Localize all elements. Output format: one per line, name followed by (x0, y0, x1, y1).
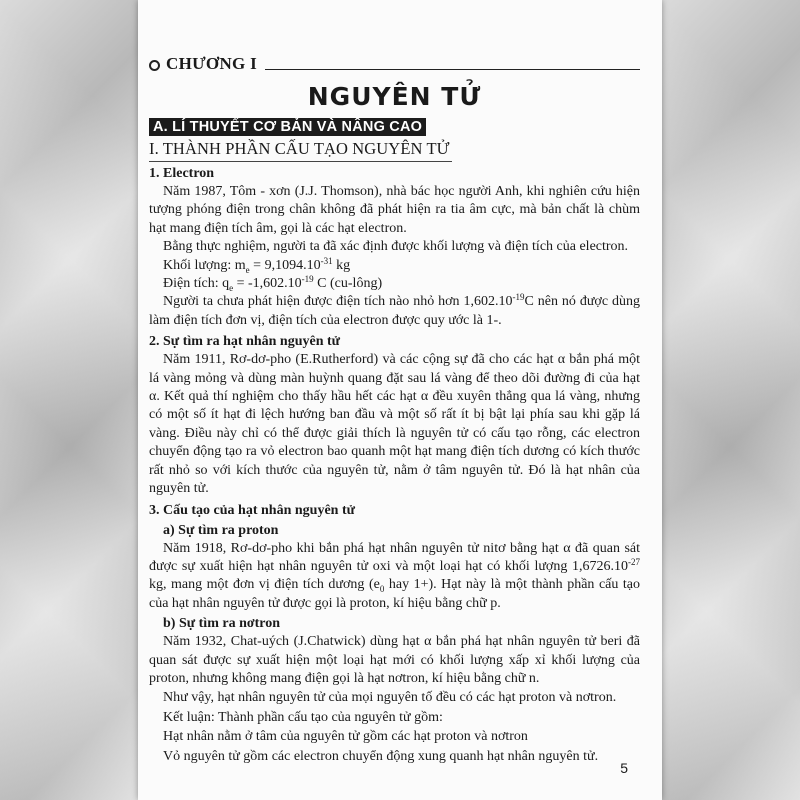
structure-heading: 3. Cấu tạo của hạt nhân nguyên tử (149, 502, 356, 518)
page-content (149, 52, 640, 766)
nucleus-heading: 2. Sự tìm ra hạt nhân nguyên tử (149, 334, 341, 350)
electron-mass: Khối lượng: $m_e = 9,1094.10^{-31}$ kg (163, 255, 351, 275)
electron-paragraph-3: Người ta chưa phát hiện được điện tích nào nhỏ hơn $1,602.10^{-19}C$ nên nó được dùng làm điện tích đơn vị, điện tích của electron được quy ước là 1-. (149, 292, 640, 328)
conclusion-paragraph: Kết luận: Thành phần cấu tạo của nguyên tử gồm: (163, 709, 443, 725)
page-number: 5 (620, 760, 628, 776)
proton-heading: a) Sự tìm ra proton (163, 522, 279, 538)
electron-heading: 1. Electron (149, 166, 215, 181)
chapter-label: CHƯƠNG I (166, 54, 258, 73)
conclusion-item-2: Vỏ nguyên tử gồm các electron chuyển động xung quanh hạt nhân nguyên tử. (163, 748, 599, 764)
proton-paragraph: Năm 1918, Rơ-dơ-pho khi bắn phá hạt nhân nguyên tử nitơ bằng hạt α đã quan sát được sự xuất hiện hạt nhân nguyên tử oxi và một loại hạt có khối lượng $1,6726.10^{-27}$ kg, mang một đơn vị điện tích dương ($e_0$ hay 1+). Hạt này là một thành phần cấu tạo của hạt nhân nguyên tử được gọi là proton, kí hiệu bằng chữ p. (149, 540, 640, 611)
page-title: NGUYÊN TỬ (307, 82, 482, 111)
circle-bullet-icon (149, 60, 160, 71)
neutron-heading: b) Sự tìm ra nơtron (163, 616, 281, 632)
section-a-heading: A. LÍ THUYẾT CƠ BẢN VÀ NÂNG CAO (149, 118, 426, 136)
electron-paragraph-1: Năm 1987, Tôm - xơn (J.J. Thomson), nhà bác học người Anh, khi nghiên cứu hiện tượng phóng điện trong chân không đã phát hiện ra tia âm cực, mà bản chất là chùm hạt mang điện tích âm, gọi là các hạt electron. (149, 184, 640, 236)
electron-charge: Điện tích: $q_e = -1,602.10^{-19}$ C (cu-lông) (163, 274, 383, 293)
conclusion-item-1: Hạt nhân nằm ở tâm của nguyên tử gồm các hạt proton và nơtron (163, 729, 528, 745)
summary-paragraph: Như vậy, hạt nhân nguyên tử của mọi nguyên tố đều có các hạt proton và nơtron. (163, 690, 617, 706)
electron-paragraph-2: Bằng thực nghiệm, người ta đã xác định được khối lượng và điện tích của electron. (163, 239, 629, 255)
chapter-header (149, 52, 640, 74)
nucleus-paragraph: Năm 1911, Rơ-dơ-pho (E.Rutherford) và các cộng sự đã cho các hạt α bắn phá một lá vàng mỏng và dùng màn huỳnh quang đặt sau lá vàng để theo dõi đường đi của hạt α. Kết quả thí nghiệm cho thấy hầu hết các hạt α đều xuyên thẳng qua lá vàng, nhưng có một số ít hạt đi lệch hướng ban đầu và một số rất ít bị bật lại phía sau khi gặp lá vàng. Điều này chỉ có thể được giải thích là nguyên tử có cấu tạo rỗng, các electron chuyển động tạo ra vỏ electron bao quanh một hạt mang điện tích dương có kích thước rất nhỏ so với kích thước của nguyên tử, nằm ở tâm nguyên tử. Đó là hạt nhân của nguyên tử. (149, 352, 640, 497)
neutron-paragraph: Năm 1932, Chat-uých (J.Chatwick) dùng hạt α bắn phá hạt nhân nguyên tử beri đã quan sát được sự xuất hiện một loại hạt mới có khối lượng xấp xỉ khối lượng của proton, nhưng không mang điện gọi là hạt nơtron, kí hiệu bằng chữ n. (149, 634, 640, 686)
chapter-rule (265, 69, 640, 70)
crumpled-paper-background-left (0, 0, 140, 800)
crumpled-paper-background-right (660, 0, 800, 800)
section-1-heading: I. THÀNH PHẦN CẤU TẠO NGUYÊN TỬ (149, 139, 452, 162)
book-page (138, 0, 662, 800)
